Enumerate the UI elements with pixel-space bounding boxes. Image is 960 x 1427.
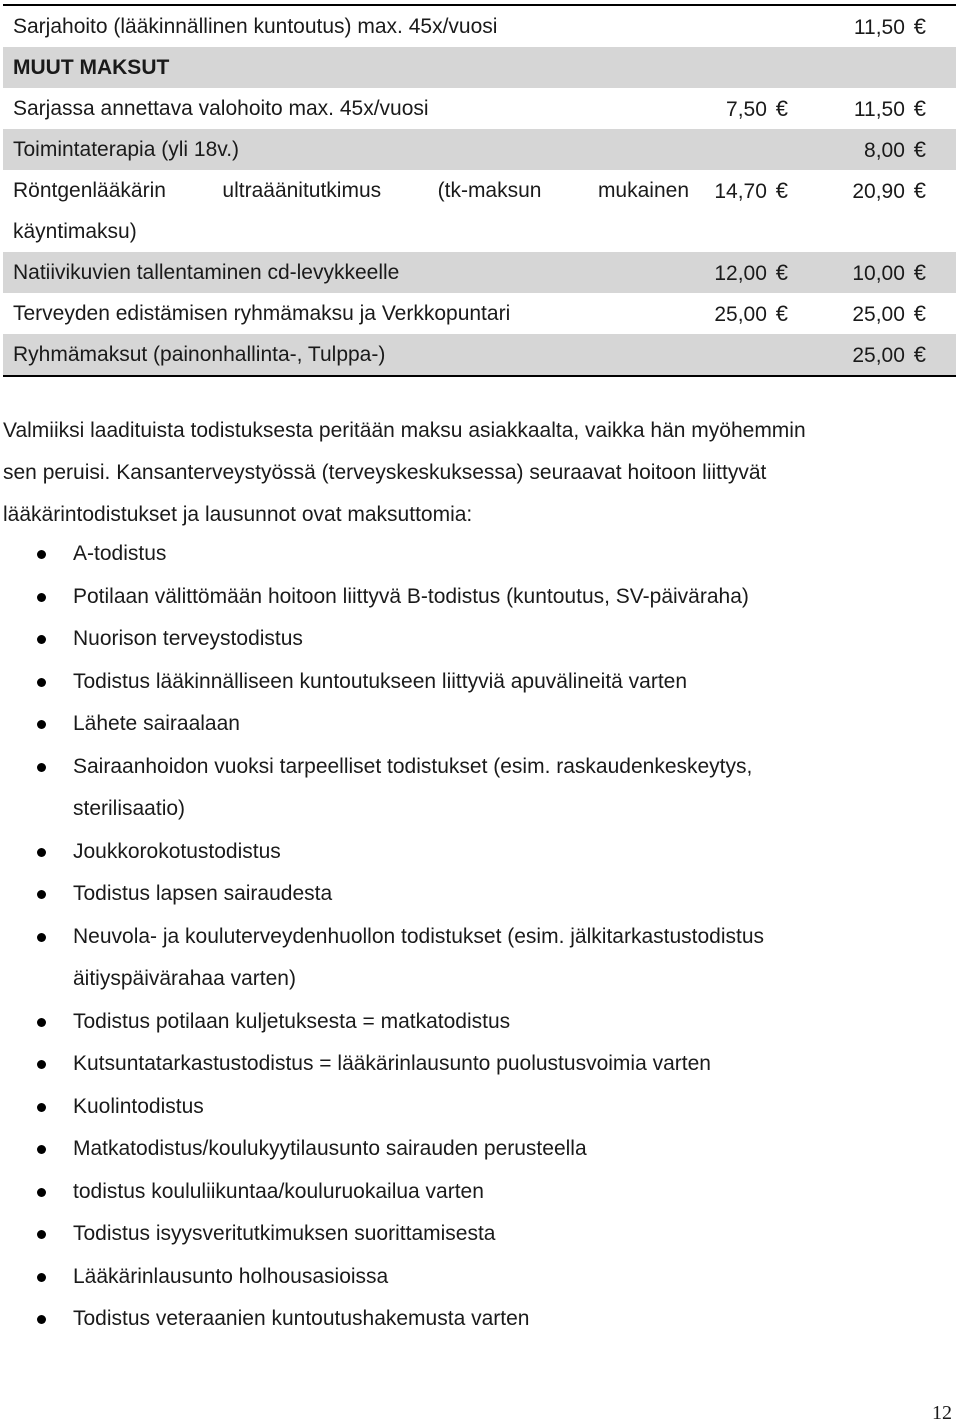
price-col2: 25,00 € [852,301,926,326]
list-item: Todistus veteraanien kuntoutushakemusta varten [0,1298,940,1341]
paragraph-line: lääkärintodistukset ja lausunnot ovat maksuttomia: [3,503,473,526]
euro-icon: € [913,301,926,326]
bullet-icon [37,1060,46,1069]
page-number: 12 [932,1402,952,1424]
price-col1: 7,50 € [726,96,788,121]
row-label: Terveyden edistämisen ryhmämaksu ja Verkkopuntari [13,302,511,325]
list-item: Kuolintodistus [0,1086,940,1129]
list-item: A-todistus [0,533,940,576]
euro-icon: € [913,137,926,162]
list-item: Matkatodistus/koulukyytilausunto sairauden perusteella [0,1128,940,1171]
list-item: Neuvola- ja kouluterveydenhuollon todistukset (esim. jälkitarkastustodistus [0,916,940,959]
row-label: Sarjassa annettava valohoito max. 45x/vuosi [13,97,429,120]
bullet-icon [37,933,46,942]
bullet-icon [37,1145,46,1154]
list-item-continuation: sterilisaatio) [73,797,186,820]
list-item: Joukkorokotustodistus [0,831,940,874]
price-col2: 10,00 € [852,260,926,285]
price-col2: 11,50 € [853,14,926,39]
list-item: Lääkärinlausunto holhousasioissa [0,1256,940,1299]
bullet-icon [37,1018,46,1027]
list-item: Sairaanhoidon vuoksi tarpeelliset todistukset (esim. raskaudenkeskeytys, [0,746,940,789]
price-col2: 25,00 € [852,342,926,367]
bullet-icon [37,1103,46,1112]
list-item: Todistus isyysveritutkimuksen suorittamisesta [0,1213,940,1256]
euro-icon: € [913,178,926,203]
list-item: todistus koululiikuntaa/kouluruokailua varten [0,1171,940,1214]
bullet-icon [37,1230,46,1239]
bullet-icon [37,1315,46,1324]
list-item: Todistus lapsen sairaudesta [0,873,940,916]
bullet-icon [37,593,46,602]
euro-icon: € [913,96,926,121]
section-heading: MUUT MAKSUT [13,56,170,79]
bullet-icon [37,1188,46,1197]
euro-icon: € [913,14,926,39]
list-item: Lähete sairaalaan [0,703,940,746]
bullet-icon [37,1273,46,1282]
price-col2: 11,50 € [853,96,926,121]
table-row [3,88,956,129]
price-col2: 8,00 € [864,137,926,162]
euro-icon: € [913,342,926,367]
list-item: Kutsuntatarkastustodistus = lääkärinlausunto puolustusvoimia varten [0,1043,940,1086]
euro-icon: € [775,178,788,203]
paragraph-line: sen peruisi. Kansanterveystyössä (terveyskeskuksessa) seuraavat hoitoon liittyvät [3,461,767,484]
euro-icon: € [775,301,788,326]
euro-icon: € [775,260,788,285]
list-item: Potilaan välittömään hoitoon liittyvä B-todistus (kuntoutus, SV-päiväraha) [0,576,940,619]
bullet-icon [37,678,46,687]
row-label: Sarjahoito (lääkinnällinen kuntoutus) max. 45x/vuosi [13,15,498,38]
table-row [3,334,956,375]
info-paragraph [3,410,943,536]
table-row [3,252,956,293]
free-certificates-list [0,533,940,1341]
paragraph-line: Valmiiksi laadituista todistuksesta peritään maksu asiakkaalta, vaikka hän myöhemmin [3,419,806,442]
list-item: Todistus potilaan kuljetuksesta = matkatodistus [0,1001,940,1044]
list-item-continuation: äitiyspäivärahaa varten) [73,967,296,990]
bullet-icon [37,848,46,857]
table-row [3,170,956,252]
euro-icon: € [913,260,926,285]
bullet-icon [37,635,46,644]
table-row [3,6,956,47]
section-header-row [3,47,956,88]
row-label: Röntgenlääkärin ultraäänitutkimus (tk-maksun mukainen käyntimaksu) [13,179,689,243]
table-row [3,129,956,170]
bullet-icon [37,763,46,772]
list-item: Nuorison terveystodistus [0,618,940,661]
price-col2: 20,90 € [852,178,926,203]
list-item: Todistus lääkinnälliseen kuntoutukseen liittyviä apuvälineitä varten [0,661,940,704]
table-row [3,293,956,334]
price-col1: 12,00 € [714,260,788,285]
row-label: Natiivikuvien tallentaminen cd-levykkeelle [13,261,400,284]
euro-icon: € [775,96,788,121]
price-col1: 14,70 € [714,178,788,203]
row-label: Ryhmämaksut (painonhallinta-, Tulppa-) [13,343,386,366]
fee-table [3,4,956,377]
bullet-icon [37,890,46,899]
row-label: Toimintaterapia (yli 18v.) [13,138,240,161]
price-col1: 25,00 € [714,301,788,326]
bullet-icon [37,550,46,559]
bullet-icon [37,720,46,729]
